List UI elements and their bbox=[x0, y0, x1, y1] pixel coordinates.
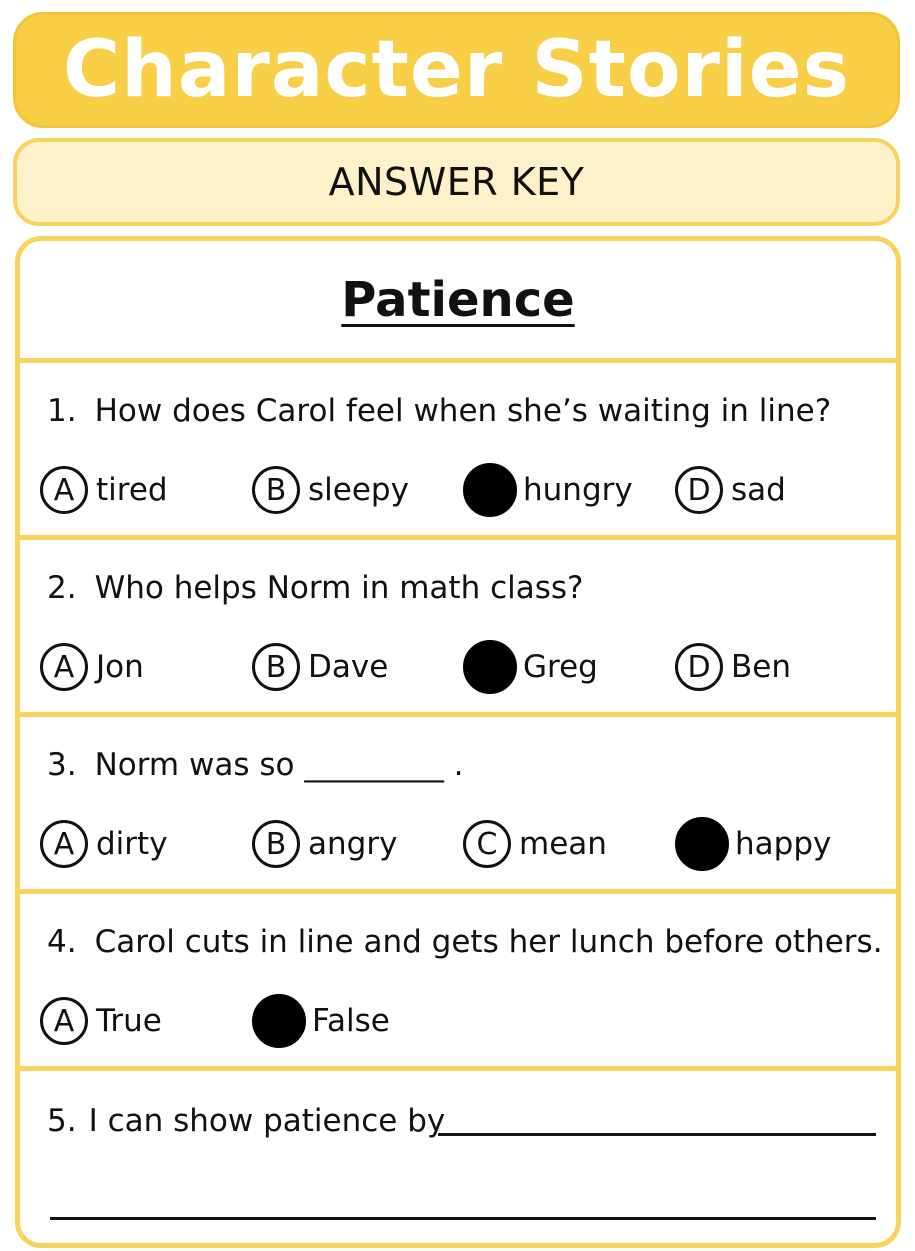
question-1 bbox=[20, 363, 896, 540]
option-label: mean bbox=[519, 826, 607, 862]
option-label: dirty bbox=[96, 826, 168, 862]
option-d[interactable] bbox=[675, 463, 786, 517]
answer-options bbox=[40, 640, 880, 694]
story-title: Patience bbox=[341, 271, 575, 328]
option-label: sleepy bbox=[308, 472, 409, 508]
filled-bubble-icon[interactable] bbox=[463, 640, 517, 694]
question-text bbox=[47, 924, 883, 960]
option-a[interactable] bbox=[40, 640, 144, 694]
question-text bbox=[47, 747, 464, 783]
option-label: sad bbox=[731, 472, 786, 508]
option-d-selected[interactable] bbox=[675, 817, 831, 871]
answer-key-banner bbox=[13, 138, 900, 226]
question-3 bbox=[20, 717, 896, 894]
option-a[interactable] bbox=[40, 463, 168, 517]
question-number: 1. bbox=[47, 393, 77, 429]
answer-bubble[interactable]: D bbox=[675, 643, 723, 691]
option-b-selected[interactable] bbox=[252, 994, 390, 1048]
question-prompt: Norm was so _________ . bbox=[94, 747, 464, 783]
option-label: Greg bbox=[523, 649, 598, 685]
option-label: False bbox=[312, 1003, 390, 1039]
question-prompt: How does Carol feel when she’s waiting in line? bbox=[94, 393, 832, 429]
title-banner bbox=[13, 12, 900, 128]
answer-options bbox=[40, 463, 880, 517]
question-number: 3. bbox=[47, 747, 77, 783]
answer-key-label: ANSWER KEY bbox=[328, 160, 585, 204]
option-label: True bbox=[96, 1003, 162, 1039]
answer-options bbox=[40, 817, 880, 871]
answer-bubble[interactable]: A bbox=[40, 997, 88, 1045]
answer-bubble[interactable]: A bbox=[40, 466, 88, 514]
worksheet-card bbox=[15, 236, 901, 1248]
answer-bubble[interactable]: B bbox=[252, 820, 300, 868]
option-label: angry bbox=[308, 826, 398, 862]
worksheet-title: Character Stories bbox=[62, 25, 851, 115]
question-2 bbox=[20, 540, 896, 717]
question-number: 5. bbox=[47, 1103, 77, 1139]
answer-bubble[interactable]: D bbox=[675, 466, 723, 514]
question-4 bbox=[20, 894, 896, 1071]
option-b[interactable] bbox=[252, 817, 397, 871]
question-prompt: Carol cuts in line and gets her lunch before others. bbox=[94, 924, 883, 960]
option-a[interactable] bbox=[40, 994, 162, 1048]
filled-bubble-icon[interactable] bbox=[675, 817, 729, 871]
question-number: 2. bbox=[47, 570, 77, 606]
answer-bubble[interactable]: C bbox=[463, 820, 511, 868]
option-a[interactable] bbox=[40, 817, 168, 871]
option-b[interactable] bbox=[252, 640, 388, 694]
option-label: tired bbox=[96, 472, 168, 508]
option-label: hungry bbox=[523, 472, 633, 508]
question-5 bbox=[20, 1071, 896, 1248]
answer-bubble[interactable]: B bbox=[252, 643, 300, 691]
story-title-row bbox=[20, 241, 896, 363]
option-c[interactable] bbox=[463, 817, 607, 871]
filled-bubble-icon[interactable] bbox=[463, 463, 517, 517]
option-label: Jon bbox=[96, 649, 144, 685]
answer-options bbox=[40, 994, 880, 1048]
option-b[interactable] bbox=[252, 463, 409, 517]
question-prompt: I can show patience by bbox=[88, 1103, 446, 1139]
answer-bubble[interactable]: B bbox=[252, 466, 300, 514]
question-text bbox=[47, 1103, 445, 1139]
answer-line-1[interactable] bbox=[438, 1133, 876, 1136]
question-text bbox=[47, 393, 831, 429]
answer-bubble[interactable]: A bbox=[40, 643, 88, 691]
question-number: 4. bbox=[47, 924, 77, 960]
option-d[interactable] bbox=[675, 640, 791, 694]
answer-line-2[interactable] bbox=[50, 1217, 876, 1220]
answer-bubble[interactable]: A bbox=[40, 820, 88, 868]
option-c-selected[interactable] bbox=[463, 640, 598, 694]
question-prompt: Who helps Norm in math class? bbox=[94, 570, 584, 606]
option-label: Ben bbox=[731, 649, 791, 685]
question-text bbox=[47, 570, 584, 606]
option-label: Dave bbox=[308, 649, 389, 685]
option-label: happy bbox=[735, 826, 832, 862]
option-c-selected[interactable] bbox=[463, 463, 633, 517]
filled-bubble-icon[interactable] bbox=[252, 994, 306, 1048]
